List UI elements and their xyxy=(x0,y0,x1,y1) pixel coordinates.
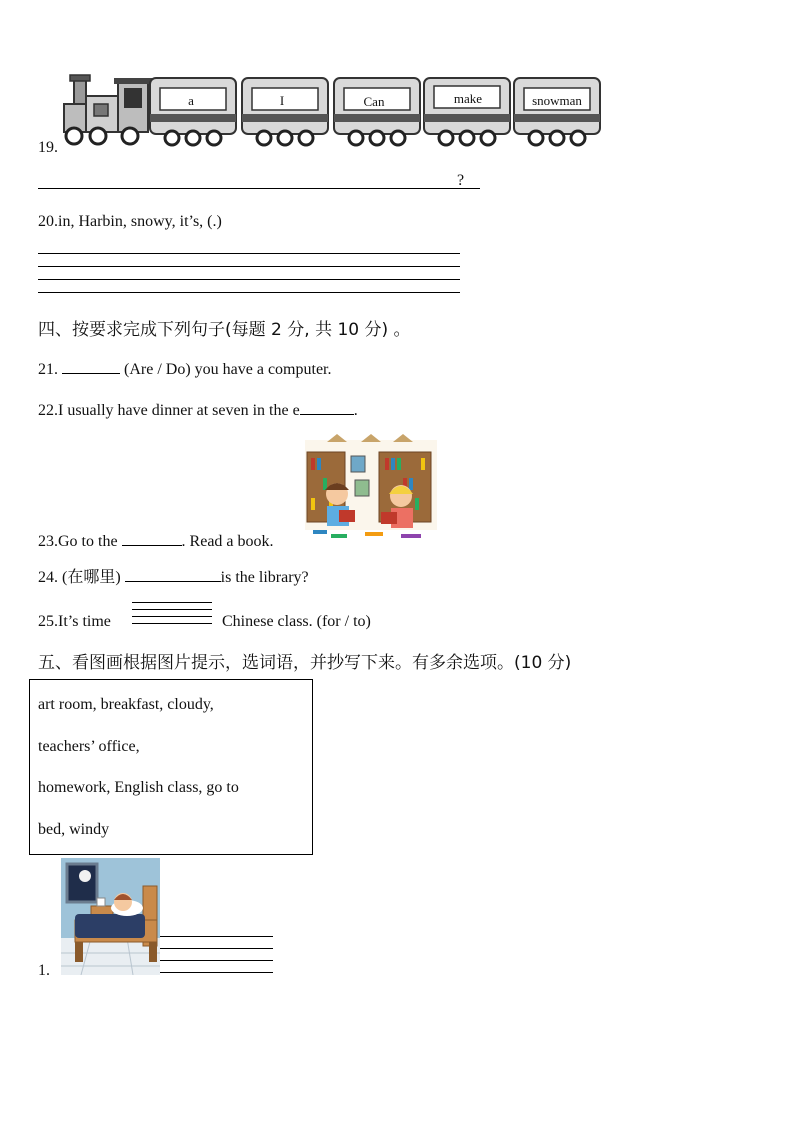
p1-line-1[interactable] xyxy=(160,936,273,937)
q22-period: . xyxy=(353,402,358,419)
q25-rest: Chinese class. (for / to) xyxy=(222,613,371,630)
train-car-1 xyxy=(150,78,236,145)
word-box-line-3: homework, English class, go to xyxy=(38,779,239,796)
q22 xyxy=(38,399,358,421)
train-word-2: I xyxy=(279,93,285,108)
q23 xyxy=(38,530,274,552)
p1-number: 1. xyxy=(38,962,50,979)
q19-number: 19. xyxy=(38,139,58,156)
library-reading-illustration xyxy=(305,430,437,548)
q23-blank[interactable] xyxy=(122,530,182,546)
q20-line-3[interactable] xyxy=(38,279,460,280)
word-box-line-2: teachers’ office, xyxy=(38,738,140,755)
section5-heading: 五、看图画根据图片提示，选词语，并抄写下来。有多余选项。(10 分) xyxy=(38,653,572,673)
train-car-2 xyxy=(242,78,328,145)
q20-line-2[interactable] xyxy=(38,266,460,267)
q24-blank[interactable] xyxy=(125,566,221,582)
train-word-3: Can xyxy=(363,94,385,109)
q24-rest: is the library? xyxy=(220,569,309,586)
q20-line-4[interactable] xyxy=(38,292,460,293)
q21 xyxy=(38,358,331,380)
q21-text: (Are / Do) you have a computer. xyxy=(124,361,332,378)
q23-rest: . Read a book. xyxy=(181,533,274,550)
q21-blank[interactable] xyxy=(62,358,120,374)
p1-line-4[interactable] xyxy=(160,972,273,973)
q25-line-1[interactable] xyxy=(132,602,212,603)
q20-line-1[interactable] xyxy=(38,253,460,254)
q19-question-mark: ? xyxy=(457,172,465,189)
q19-answer-line[interactable] xyxy=(38,188,480,189)
q24 xyxy=(38,566,309,588)
train-illustration xyxy=(60,74,605,152)
q23-start: 23.Go to the xyxy=(38,533,118,550)
q25-line-3[interactable] xyxy=(132,616,212,617)
locomotive-icon xyxy=(64,75,154,144)
train-car-3 xyxy=(334,78,420,145)
q24-start: 24. (在哪里) xyxy=(38,569,121,586)
section4-heading: 四、按要求完成下列句子(每题 2 分, 共 10 分) 。 xyxy=(38,320,411,340)
p1-line-3[interactable] xyxy=(160,960,273,961)
train-word-5: snowman xyxy=(532,93,582,108)
word-box-line-1: art room, breakfast, cloudy, xyxy=(38,696,214,713)
q25-line-4[interactable] xyxy=(132,623,212,624)
train-car-4 xyxy=(424,78,510,145)
q25-start: 25.It’s time xyxy=(38,613,111,630)
q25-line-2[interactable] xyxy=(132,609,212,610)
q22-blank[interactable] xyxy=(300,399,354,415)
train-word-4: make xyxy=(453,91,483,106)
word-choice-box xyxy=(29,679,313,855)
train-car-5 xyxy=(514,78,600,145)
p1-line-2[interactable] xyxy=(160,948,273,949)
train-word-1: a xyxy=(188,93,194,108)
q22-text: 22.I usually have dinner at seven in the e xyxy=(38,402,300,419)
word-box-line-4: bed, windy xyxy=(38,821,110,838)
going-to-bed-illustration xyxy=(61,858,160,975)
q20-prompt: 20.in, Harbin, snowy, it’s, (.) xyxy=(38,213,222,230)
q21-number: 21. xyxy=(38,361,58,378)
